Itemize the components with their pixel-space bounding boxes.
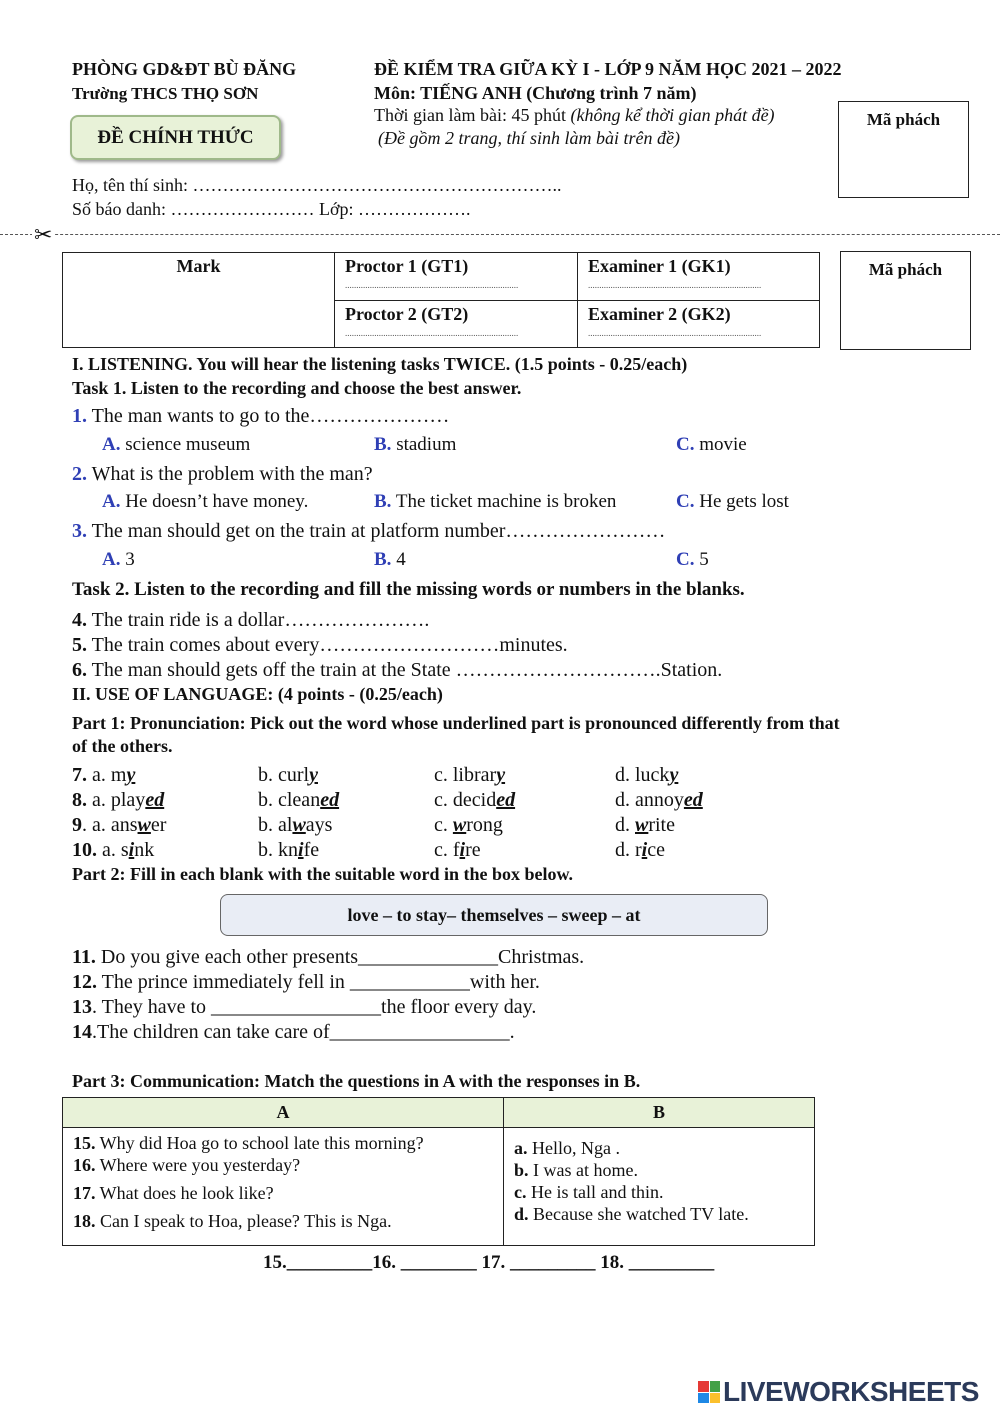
question-9-b[interactable] <box>258 814 332 837</box>
proctor2-cell[interactable] <box>335 300 578 348</box>
question-text: The train ride is a dollar…………………. <box>87 609 430 631</box>
column-b-header: B <box>504 1098 815 1128</box>
word-pre: c. f <box>434 839 460 861</box>
word-pre: c. <box>434 814 453 836</box>
option-letter: B. <box>374 549 392 570</box>
question-number: 18. <box>73 1211 96 1231</box>
logo-square <box>698 1381 709 1392</box>
signature-dots: ............................................................................. <box>588 327 762 338</box>
question-11[interactable] <box>72 946 584 969</box>
question-number: 8. <box>72 789 87 811</box>
question-7-d[interactable] <box>615 764 678 787</box>
word-pre: d. <box>615 814 635 836</box>
word-post: fe <box>303 839 320 861</box>
question-number: 7. <box>72 764 87 786</box>
part3-heading: Part 3: Communication: Match the questions in A with the responses in B. <box>72 1071 641 1091</box>
proctor1-label: Proctor 1 (GT1) <box>345 256 469 276</box>
question-7-a[interactable] <box>72 764 135 787</box>
question-number: 15. <box>73 1133 96 1153</box>
response-letter: d. <box>514 1204 529 1224</box>
question-number: 16. <box>73 1155 96 1175</box>
question-text: The man should get on the train at platform number…………………… <box>87 520 666 542</box>
word-pre: d. r <box>615 839 642 861</box>
word-pre: . a. ans <box>82 814 138 836</box>
secret-code-label: Mã phách <box>868 260 943 279</box>
question-4[interactable] <box>72 609 429 632</box>
marks-table <box>62 252 820 348</box>
word-pre: d. annoy <box>615 789 684 811</box>
word-box: love – to stay– themselves – sweep – at <box>220 894 768 936</box>
word-pre: c. librar <box>434 764 497 786</box>
question-13[interactable] <box>72 996 536 1019</box>
word-underlined: y <box>496 764 506 786</box>
column-a-header: A <box>63 1098 504 1128</box>
question-7-b[interactable] <box>258 764 318 787</box>
option-letter: B. <box>374 491 392 512</box>
questions-cell <box>63 1128 504 1246</box>
q1-option-a[interactable] <box>102 434 250 456</box>
match-response <box>514 1138 804 1159</box>
logo-square <box>710 1381 721 1392</box>
option-text: 4 <box>396 549 406 570</box>
q3-option-b[interactable] <box>374 549 406 571</box>
question-9-d[interactable] <box>615 814 675 837</box>
option-text: He gets lost <box>699 491 789 512</box>
question-8-d[interactable] <box>615 789 703 812</box>
match-question <box>73 1211 493 1232</box>
word-underlined: w <box>137 814 151 836</box>
word-pre: a. play <box>92 789 146 811</box>
option-text: science museum <box>125 434 251 455</box>
secret-code-label: Mã phách <box>866 110 941 129</box>
question-text: Do you give each other presents______________Christmas. <box>95 946 585 968</box>
question-10-a[interactable] <box>72 839 154 862</box>
official-exam-badge: ĐỀ CHÍNH THỨC <box>70 115 281 160</box>
department-name: PHÒNG GD&ĐT BÙ ĐĂNG <box>72 59 297 79</box>
task1-heading: Task 1. Listen to the recording and choose the best answer. <box>72 378 522 398</box>
q3-option-c[interactable] <box>676 549 709 571</box>
question-text: What does he look like? <box>95 1183 274 1203</box>
match-question <box>73 1133 493 1154</box>
option-text: stadium <box>396 434 457 455</box>
signature-dots: ............................................................................. <box>345 327 519 338</box>
question-text: The man should gets off the train at the State ………………………….Station. <box>87 659 723 681</box>
match-question <box>73 1183 493 1204</box>
word-underlined: ed <box>320 789 340 811</box>
question-number: 10. <box>72 839 97 861</box>
question-number: 6. <box>72 659 87 681</box>
response-letter: a. <box>514 1138 528 1158</box>
word-pre: b. kn <box>258 839 298 861</box>
word-underlined: ed <box>683 789 703 811</box>
examiner2-cell[interactable] <box>578 300 820 348</box>
option-letter: C. <box>676 549 695 570</box>
option-text: 5 <box>699 549 709 570</box>
word-pre: b. al <box>258 814 293 836</box>
response-text: Hello, Nga . <box>527 1138 620 1158</box>
response-text: He is tall and thin. <box>526 1182 664 1202</box>
q3-option-a[interactable] <box>102 549 135 571</box>
logo-square <box>710 1393 721 1404</box>
word-pre: b. curl <box>258 764 310 786</box>
part1-heading: Part 1: Pronunciation: Pick out the word whose underlined part is pronounced differently from that <box>72 713 840 733</box>
word-post: ce <box>647 839 665 861</box>
question-text: Why did Hoa go to school late this morning? <box>95 1133 424 1153</box>
word-post: nk <box>134 839 155 861</box>
question-10-b[interactable] <box>258 839 319 862</box>
question-9-a[interactable] <box>72 814 166 837</box>
word-pre: c. decid <box>434 789 497 811</box>
question-14[interactable] <box>72 1021 515 1044</box>
student-name-line[interactable]: Họ, tên thí sinh: …………………………………………………….. <box>72 175 562 195</box>
listening-heading: I. LISTENING. You will hear the listening tasks TWICE. (1.5 points - 0.25/each) <box>72 354 688 374</box>
signature-dots: ............................................................................. <box>588 280 762 290</box>
exam-subject: Môn: TIẾNG ANH (Chương trình 7 năm) <box>374 83 697 103</box>
liveworksheets-logo-icon <box>698 1381 720 1403</box>
question-text: The prince immediately fell in ____________with her. <box>97 971 540 993</box>
part1-heading-cont: of the others. <box>72 736 173 756</box>
word-underlined: w <box>452 814 467 836</box>
question-number: 14 <box>72 1021 92 1043</box>
question-text: The train comes about every………………………minutes. <box>87 634 568 656</box>
word-underlined: i <box>641 839 648 861</box>
exam-time-note: (không kể thời gian phát đề) <box>570 105 775 125</box>
secret-code-box-bottom <box>840 251 971 350</box>
examiner1-label: Examiner 1 (GK1) <box>588 256 731 276</box>
word-underlined: w <box>635 814 649 836</box>
word-underlined: y <box>126 764 136 786</box>
mark-cell[interactable] <box>63 253 335 348</box>
question-number: 13 <box>72 996 92 1018</box>
question-text: .The children can take care of__________________. <box>92 1021 515 1043</box>
cut-line <box>0 234 1000 235</box>
word-pre: b. clean <box>258 789 321 811</box>
option-letter: C. <box>676 434 695 455</box>
match-question <box>73 1155 493 1176</box>
option-text: He doesn’t have money. <box>125 491 309 512</box>
option-letter: A. <box>102 434 121 455</box>
question-8-a[interactable] <box>72 789 164 812</box>
word-pre: a. m <box>92 764 127 786</box>
option-text: 3 <box>125 549 135 570</box>
word-post: re <box>465 839 481 861</box>
question-text: Can I speak to Hoa, please? This is Nga. <box>95 1211 392 1231</box>
option-letter: A. <box>102 549 121 570</box>
question-number: 1. <box>72 405 87 427</box>
q1-option-b[interactable] <box>374 434 456 456</box>
question-number: 2. <box>72 463 87 485</box>
exam-time <box>374 105 775 126</box>
response-letter: b. <box>514 1160 529 1180</box>
question-number: 12. <box>72 971 97 993</box>
proctor2-label: Proctor 2 (GT2) <box>345 303 469 324</box>
question-text: . They have to _________________the floor every day. <box>92 996 537 1018</box>
response-letter: c. <box>514 1182 527 1202</box>
question-8-c[interactable] <box>434 789 515 812</box>
responses-cell <box>504 1128 815 1246</box>
match-response <box>514 1160 804 1181</box>
question-number: 4. <box>72 609 87 631</box>
proctor1-cell[interactable] <box>335 253 578 301</box>
option-text: The ticket machine is broken <box>395 491 617 512</box>
match-response <box>514 1204 804 1225</box>
school-name: Trường THCS THỌ SƠN <box>72 84 259 103</box>
logo-square <box>698 1393 709 1404</box>
task2-heading: Task 2. Listen to the recording and fill the missing words or numbers in the blanks. <box>72 579 745 600</box>
question-10-c[interactable] <box>434 839 481 862</box>
word-pre: d. luck <box>615 764 670 786</box>
question-9-c[interactable] <box>434 814 503 837</box>
word-underlined: w <box>292 814 306 836</box>
response-text: Because she watched TV late. <box>528 1204 749 1224</box>
matching-table <box>62 1097 815 1246</box>
word-pre: a. s <box>97 839 129 861</box>
part2-heading: Part 2: Fill in each blank with the suitable word in the box below. <box>72 864 574 884</box>
q2-option-a[interactable] <box>102 491 308 513</box>
question-number: 11. <box>72 946 96 968</box>
option-text: movie <box>699 434 747 455</box>
question-1 <box>72 405 449 428</box>
question-6[interactable] <box>72 659 722 682</box>
option-letter: C. <box>676 491 695 512</box>
word-underlined: i <box>128 839 135 861</box>
question-3 <box>72 520 665 543</box>
q2-option-b[interactable] <box>374 491 616 513</box>
word-underlined: ed <box>496 789 516 811</box>
q2-option-c[interactable] <box>676 491 789 513</box>
question-number: 5. <box>72 634 87 656</box>
word-underlined: y <box>309 764 318 786</box>
response-text: I was at home. <box>528 1160 638 1180</box>
language-heading: II. USE OF LANGUAGE: (4 points - (0.25/each) <box>72 684 443 704</box>
question-number: 17. <box>73 1183 96 1203</box>
secret-code-box-top <box>838 101 969 198</box>
question-text: What is the problem with the man? <box>87 463 373 485</box>
question-number: 9 <box>72 814 82 836</box>
word-post: er <box>150 814 167 836</box>
scissors-icon: ✂ <box>34 222 53 247</box>
match-response <box>514 1182 804 1203</box>
exam-pages-note: (Đề gồm 2 trang, thí sinh làm bài trên đề) <box>378 128 680 148</box>
question-12[interactable] <box>72 971 540 994</box>
q1-option-c[interactable] <box>676 434 747 456</box>
option-letter: B. <box>374 434 392 455</box>
exam-time-label: Thời gian làm bài: 45 phút <box>374 105 571 125</box>
question-text: The man wants to go to the………………… <box>87 405 450 427</box>
examiner1-cell[interactable] <box>578 253 820 301</box>
word-underlined: i <box>298 839 304 861</box>
question-2 <box>72 463 373 486</box>
option-letter: A. <box>102 491 121 512</box>
question-text: Where were you yesterday? <box>95 1155 301 1175</box>
question-5[interactable] <box>72 634 568 657</box>
signature-dots: ............................................................................. <box>345 280 519 290</box>
logo-text: LIVEWORKSHEETS <box>723 1376 979 1407</box>
liveworksheets-logo[interactable] <box>698 1377 979 1407</box>
word-post: rong <box>466 814 503 836</box>
question-number: 3. <box>72 520 87 542</box>
examiner2-label: Examiner 2 (GK2) <box>588 303 731 324</box>
word-underlined: ed <box>145 789 165 811</box>
mark-label: Mark <box>176 256 221 276</box>
word-post: rite <box>648 814 675 836</box>
matching-answer-line[interactable]: 15._________16. ________ 17. _________ 18. _________ <box>263 1252 715 1273</box>
question-7-c[interactable] <box>434 764 505 787</box>
word-underlined: i <box>459 839 466 861</box>
word-post: ays <box>305 814 333 836</box>
exam-title: ĐỀ KIỂM TRA GIỮA KỲ I - LỚP 9 NĂM HỌC 2021 – 2022 <box>374 59 842 79</box>
question-10-d[interactable] <box>615 839 665 862</box>
word-underlined: y <box>669 764 679 786</box>
student-id-line[interactable]: Số báo danh: …………………… Lớp: ………………. <box>72 199 471 219</box>
question-8-b[interactable] <box>258 789 339 812</box>
